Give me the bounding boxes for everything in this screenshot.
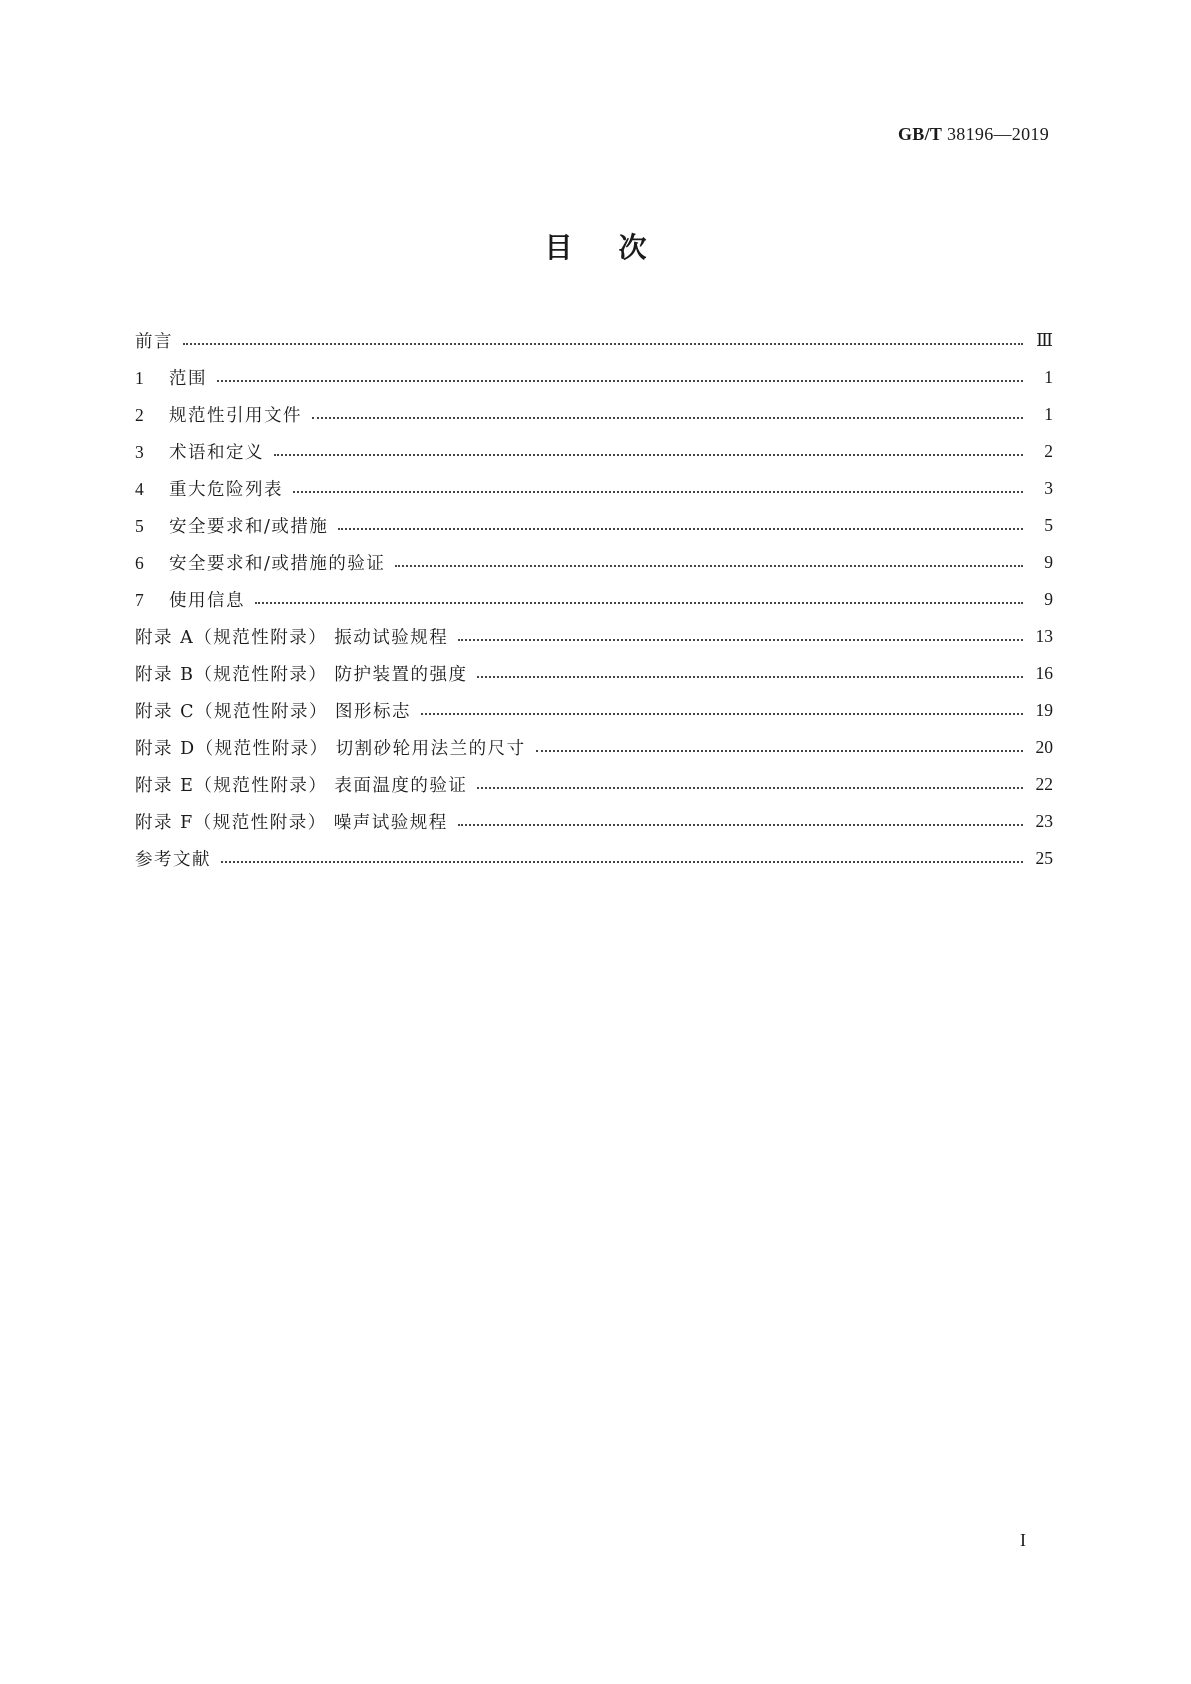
toc-entry-title bbox=[135, 328, 173, 353]
toc-entry-page: 2 bbox=[1044, 441, 1053, 461]
toc-entry-page: 20 bbox=[1035, 737, 1053, 757]
toc-entry-number: 1 bbox=[135, 368, 146, 388]
toc-entry-label: 参考文献 bbox=[135, 850, 211, 870]
toc-entry[interactable] bbox=[135, 396, 1053, 433]
toc-entry-label: 安全要求和/或措施 bbox=[169, 517, 329, 537]
toc-entry-label: 前言 bbox=[135, 332, 173, 352]
toc-entry-page: 13 bbox=[1035, 626, 1053, 646]
toc-entry-label: 范围 bbox=[169, 369, 207, 389]
toc-entry[interactable] bbox=[135, 507, 1053, 544]
toc-dot-leader bbox=[477, 676, 1023, 678]
toc-entry-number: 4 bbox=[135, 479, 146, 499]
toc-dot-leader bbox=[217, 380, 1023, 382]
toc-entry-title bbox=[135, 402, 302, 427]
toc-entry[interactable] bbox=[135, 322, 1053, 359]
toc-entry[interactable] bbox=[135, 470, 1053, 507]
toc-entry-page: 1 bbox=[1044, 367, 1053, 387]
page-title: 目次 bbox=[544, 231, 693, 264]
toc-entry-number: 5 bbox=[135, 516, 146, 536]
toc-entry-number: 2 bbox=[135, 405, 146, 425]
toc-entry-page: 3 bbox=[1044, 478, 1053, 498]
toc-entry[interactable] bbox=[135, 618, 1053, 655]
toc-entry-title bbox=[135, 550, 385, 575]
toc-dot-leader bbox=[338, 528, 1023, 530]
toc-entry-label: 附录 B（规范性附录） 防护装置的强度 bbox=[135, 665, 468, 685]
page-number: I bbox=[1020, 1530, 1026, 1550]
toc-entry[interactable] bbox=[135, 433, 1053, 470]
toc-entry-title bbox=[135, 624, 448, 649]
toc-entry[interactable] bbox=[135, 581, 1053, 618]
toc-entry-page: 25 bbox=[1035, 848, 1053, 868]
toc-dot-leader bbox=[312, 417, 1023, 419]
toc-entry-title bbox=[135, 698, 411, 723]
toc-dot-leader bbox=[536, 750, 1023, 752]
toc-entry-number: 3 bbox=[135, 442, 146, 462]
toc-entry-title bbox=[135, 846, 211, 871]
toc-entry-label: 使用信息 bbox=[169, 591, 245, 611]
toc-dot-leader bbox=[458, 824, 1023, 826]
toc-entry-title bbox=[135, 587, 245, 612]
standard-code: 38196—2019 bbox=[947, 124, 1049, 144]
toc-entry-page: 9 bbox=[1044, 589, 1053, 609]
toc-entry-label: 附录 E（规范性附录） 表面温度的验证 bbox=[135, 776, 468, 796]
toc-entry[interactable] bbox=[135, 655, 1053, 692]
toc-entry[interactable] bbox=[135, 766, 1053, 803]
toc-dot-leader bbox=[421, 713, 1023, 715]
toc-dot-leader bbox=[221, 861, 1023, 863]
toc-entry-number: 6 bbox=[135, 553, 146, 573]
toc-entry-title bbox=[135, 735, 526, 760]
toc-entry-title bbox=[135, 439, 264, 464]
toc-dot-leader bbox=[274, 454, 1023, 456]
toc-entry[interactable] bbox=[135, 803, 1053, 840]
toc-entry-page: 16 bbox=[1035, 663, 1053, 683]
toc-entry-title bbox=[135, 365, 207, 390]
toc-entry-label: 附录 D（规范性附录） 切割砂轮用法兰的尺寸 bbox=[135, 739, 526, 759]
toc-entry[interactable] bbox=[135, 692, 1053, 729]
toc-dot-leader bbox=[183, 343, 1023, 345]
toc-entry-title bbox=[135, 809, 448, 834]
toc-entry-title bbox=[135, 476, 283, 501]
toc-entry-label: 安全要求和/或措施的验证 bbox=[169, 554, 386, 574]
toc-entry[interactable] bbox=[135, 544, 1053, 581]
toc-entry-label: 附录 F（规范性附录） 噪声试验规程 bbox=[135, 813, 448, 833]
toc-entry-title bbox=[135, 661, 467, 686]
toc-entry-title bbox=[135, 513, 328, 538]
toc-dot-leader bbox=[477, 787, 1023, 789]
toc-entry-title bbox=[135, 772, 467, 797]
toc-entry-label: 重大危险列表 bbox=[169, 480, 283, 500]
toc-entry-page: 5 bbox=[1044, 515, 1053, 535]
toc-entry-page: 23 bbox=[1035, 811, 1053, 831]
toc-dot-leader bbox=[458, 639, 1023, 641]
toc-entry[interactable] bbox=[135, 840, 1053, 877]
toc-entry-page: 1 bbox=[1044, 404, 1053, 424]
toc-entry-page: 9 bbox=[1044, 552, 1053, 572]
table-of-contents bbox=[135, 322, 1053, 877]
toc-entry-label: 附录 A（规范性附录） 振动试验规程 bbox=[135, 628, 449, 648]
standard-prefix: GB/T bbox=[897, 124, 943, 144]
standard-number bbox=[898, 124, 1049, 145]
toc-dot-leader bbox=[255, 602, 1023, 604]
toc-entry-page: 22 bbox=[1035, 774, 1053, 794]
toc-dot-leader bbox=[293, 491, 1023, 493]
toc-entry-label: 规范性引用文件 bbox=[169, 406, 302, 426]
toc-entry-page: Ⅲ bbox=[1036, 330, 1053, 350]
toc-dot-leader bbox=[395, 565, 1023, 567]
toc-entry-page: 19 bbox=[1035, 700, 1053, 720]
toc-entry-number: 7 bbox=[135, 590, 146, 610]
toc-entry[interactable] bbox=[135, 729, 1053, 766]
toc-entry-label: 术语和定义 bbox=[169, 443, 264, 463]
toc-entry[interactable] bbox=[135, 359, 1053, 396]
toc-entry-label: 附录 C（规范性附录） 图形标志 bbox=[135, 702, 412, 722]
